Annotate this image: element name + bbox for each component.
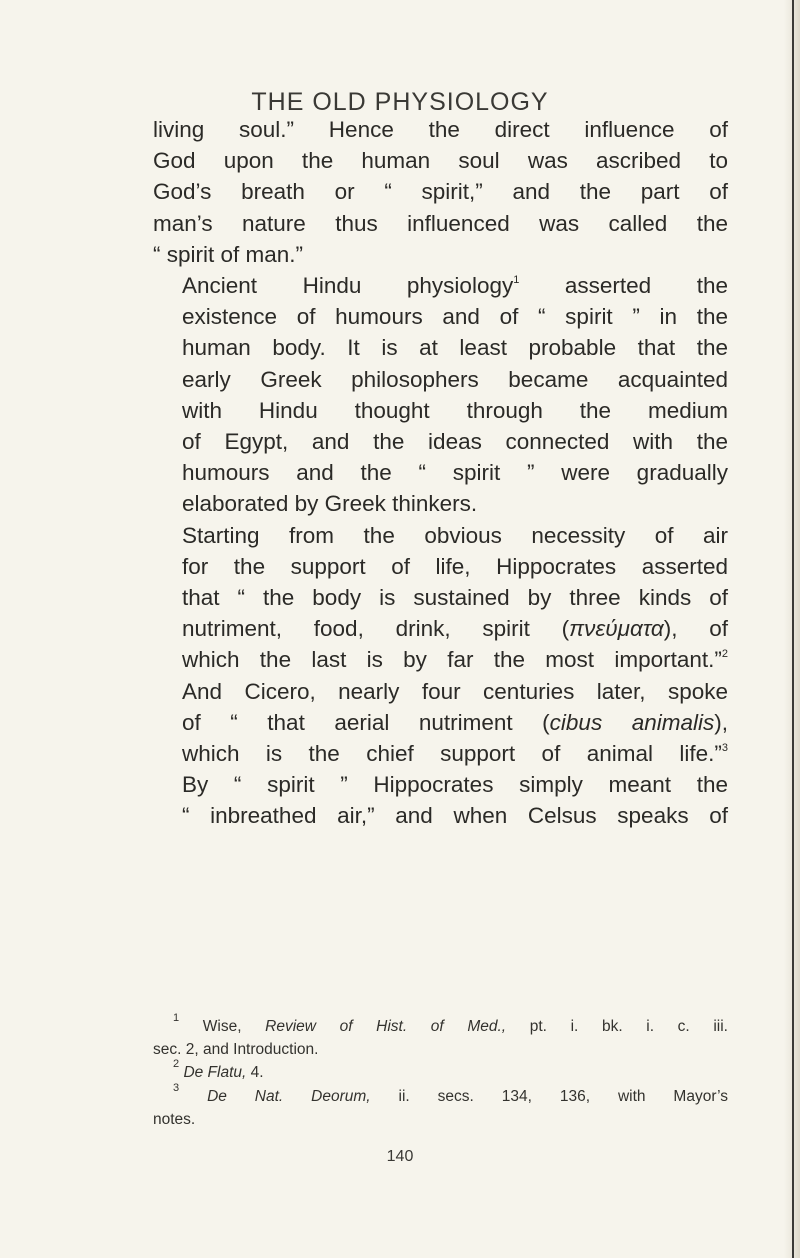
- footnote-line: notes.: [153, 1110, 196, 1128]
- text-run: of “ that aerial nutriment (: [182, 709, 550, 735]
- text-line: [153, 270, 728, 301]
- footnote-line: [153, 1012, 728, 1038]
- text-line: humours and the “ spirit ” were gradually: [182, 460, 728, 486]
- footnote-ref-1: 1: [513, 274, 520, 287]
- text-run: nutriment, food, drink, spirit (: [182, 616, 570, 642]
- latin-term: cibus animalis: [549, 709, 715, 735]
- text-line: By “ spirit ” Hippocrates simply meant the: [182, 772, 728, 798]
- body-text: [153, 114, 728, 832]
- page-edge: [784, 0, 800, 1258]
- footnote-3-cont: [153, 1108, 728, 1131]
- text-line: man’s nature thus influenced was called the: [153, 210, 728, 236]
- footnote-title: Review of Hist. of Med.,: [265, 1018, 507, 1035]
- footnote-line: [153, 1081, 728, 1108]
- text-run: ), of: [663, 616, 729, 642]
- text-line: existence of humours and of “ spirit ” in the: [182, 304, 728, 330]
- footnote-text: pt. i. bk. i. c. iii.: [506, 1018, 728, 1035]
- footnote-1-cont: [153, 1038, 728, 1061]
- greek-term: πνεύματα: [569, 616, 664, 642]
- page-edge-line: [792, 0, 794, 1258]
- text-run: asserted the: [519, 273, 729, 299]
- text-line: [153, 613, 728, 644]
- page-number: 140: [386, 1148, 414, 1165]
- paragraph-1: [153, 114, 728, 270]
- footnote-text: Wise,: [179, 1018, 266, 1035]
- footnote-line: [153, 1058, 728, 1084]
- footnote-line: sec. 2, and Introduction.: [153, 1041, 319, 1059]
- text-line: And Cicero, nearly four centuries later, spoke: [182, 678, 728, 704]
- text-line: “ inbreathed air,” and when Celsus speaks of: [182, 803, 728, 829]
- footnote-1: [153, 1012, 728, 1038]
- footnote-text: [179, 1088, 207, 1105]
- text-line: “ spirit of man.”: [153, 241, 304, 267]
- footnote-text: ii. secs. 134, 136, with Mayor’s: [370, 1087, 728, 1105]
- text-run: ),: [714, 709, 728, 735]
- footnote-title: De Nat. Deorum,: [207, 1087, 371, 1105]
- text-run: which is the chief support of animal life.”: [182, 741, 722, 767]
- footnote-marker: 3: [173, 1081, 180, 1094]
- text-line: human body. It is at least probable that the: [182, 335, 728, 361]
- paragraph-2: [153, 270, 728, 520]
- text-line: [153, 738, 728, 769]
- text-line: God’s breath or “ spirit,” and the part of: [153, 179, 728, 205]
- footnote-2: [153, 1058, 728, 1084]
- text-line: [153, 644, 728, 675]
- footnote-ref-3: 3: [721, 742, 728, 755]
- paragraph-3: [153, 520, 728, 832]
- running-head: THE OLD PHYSIOLOGY: [251, 88, 549, 116]
- footnote-marker: 2: [173, 1058, 180, 1071]
- text-line: God upon the human soul was ascribed to: [153, 148, 728, 174]
- text-line: with Hindu thought through the medium: [182, 397, 728, 423]
- footnote-title: De Flatu,: [183, 1064, 247, 1082]
- text-line: of Egypt, and the ideas connected with the: [182, 429, 728, 455]
- footnote-marker: 1: [173, 1012, 180, 1024]
- text-line: for the support of life, Hippocrates asserted: [182, 553, 728, 579]
- text-line: that “ the body is sustained by three kinds of: [182, 585, 728, 611]
- footnote-ref-2: 2: [721, 648, 728, 661]
- text-run: which the last is by far the most important.”: [182, 647, 722, 673]
- text-line: Starting from the obvious necessity of air: [182, 522, 728, 548]
- footnote-text: 4.: [246, 1064, 264, 1082]
- text-line: [153, 707, 728, 738]
- text-line: elaborated by Greek thinkers.: [182, 491, 478, 517]
- footnote-3: [153, 1081, 728, 1108]
- footnotes: [153, 1012, 728, 1131]
- text-line: early Greek philosophers became acquainted: [182, 366, 728, 392]
- text-run: Ancient Hindu physiology: [182, 273, 514, 299]
- text-line: living soul.” Hence the direct influence of: [153, 117, 728, 142]
